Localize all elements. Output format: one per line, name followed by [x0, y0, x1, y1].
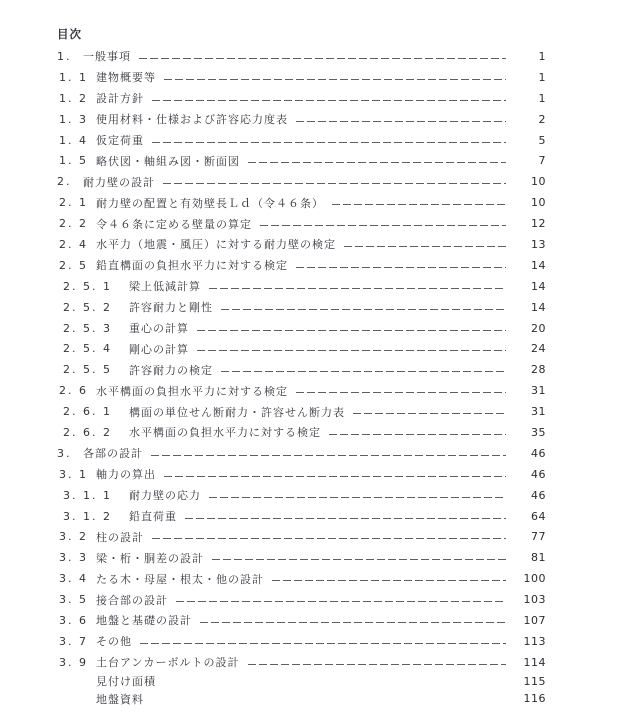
toc-entry-title: 耐力壁の設計 [83, 175, 155, 189]
toc-entry-title: 土台アンカーボルトの設計 [96, 656, 240, 670]
toc-entry-title: 令４６条に定める壁量の算定 [96, 217, 252, 231]
toc-entry [57, 673, 546, 691]
toc-page-number: 20 [531, 321, 546, 335]
toc-entry-number: 2. 6. 1 [63, 405, 112, 419]
toc-leader-line [344, 246, 506, 247]
toc-page-number: 7 [538, 154, 546, 168]
toc-entry-number: 2. 5. 2 [63, 300, 112, 314]
toc-page-number: 31 [531, 384, 546, 398]
toc-leader-line [176, 601, 506, 602]
toc-entry [57, 150, 546, 171]
toc-entry [57, 192, 546, 213]
toc-leader-line [185, 518, 506, 519]
toc-entry-number: 3. 9 [59, 655, 88, 669]
toc-page-number: 107 [523, 613, 546, 627]
toc-entry-number: 2. 5. 4 [63, 342, 112, 356]
toc-page-number: 115 [523, 674, 546, 688]
toc-page-number: 14 [531, 258, 546, 272]
toc-entry-number: 1. 4 [59, 133, 88, 147]
toc-entry-number: 2. 4 [59, 237, 88, 251]
toc-page-number: 46 [531, 488, 546, 502]
toc-leader-line [163, 183, 506, 184]
toc-page-number: 103 [523, 593, 546, 607]
toc-entry [57, 568, 546, 589]
toc-page-number: 13 [531, 237, 546, 251]
toc-entry-number: 2. 5. 3 [63, 321, 112, 335]
toc-entry-title: 柱の設計 [96, 530, 144, 544]
toc-leader-line [221, 371, 506, 372]
toc-leader-line [152, 142, 506, 143]
toc-entry-number: 3. 7 [59, 634, 88, 648]
toc-page-number: 46 [531, 467, 546, 481]
toc-page-number: 10 [531, 196, 546, 210]
toc-entry-title: 軸力の算出 [96, 468, 156, 482]
toc-entry-title: 許容耐力と剛性 [129, 301, 213, 315]
toc-entry-number: 2. [57, 175, 72, 189]
toc-entry-number: 1. [57, 49, 72, 63]
toc-entry-title: 一般事項 [83, 50, 131, 64]
toc-entry-number: 2. 1 [59, 196, 88, 210]
toc-page-number: 46 [531, 446, 546, 460]
toc-entry [57, 526, 546, 547]
toc-entry-title: 梁上低減計算 [129, 280, 201, 294]
toc-leader-line [260, 225, 506, 226]
toc-entry-number: 3. 6 [59, 613, 88, 627]
toc-entry [57, 690, 546, 708]
toc-entry-number: 1. 1 [59, 70, 88, 84]
toc-entry-title: 略伏図・軸組み図・断面図 [96, 154, 240, 168]
toc-leader-line [332, 204, 506, 205]
toc-entry-title: 水平力（地震・風圧）に対する耐力壁の検定 [96, 238, 336, 252]
toc-page-number: 2 [538, 112, 546, 126]
toc-leader-line [164, 476, 506, 477]
toc-entry-number: 1. 2 [59, 91, 88, 105]
toc-entry [57, 130, 546, 151]
toc-page-number: 1 [538, 91, 546, 105]
toc-leader-line [296, 121, 506, 122]
toc-entry-number: 1. 3 [59, 112, 88, 126]
toc-list [57, 46, 546, 708]
toc-entry-title: 接合部の設計 [96, 593, 168, 607]
toc-leader-line [140, 643, 506, 644]
toc-entry-title: その他 [96, 635, 132, 649]
toc-leader-line [353, 413, 506, 414]
toc-entry-title: 許容耐力の検定 [129, 363, 213, 377]
toc-leader-line [209, 497, 506, 498]
toc-page-number: 1 [538, 49, 546, 63]
toc-entry [57, 380, 546, 401]
toc-entry-title: 仮定荷重 [96, 134, 144, 147]
toc-entry [57, 359, 546, 380]
toc-leader-line [139, 58, 506, 59]
toc-entry [57, 338, 546, 359]
toc-entry-number: 2. 6. 2 [63, 425, 112, 439]
toc-entry-number: 2. 5. 5 [63, 363, 112, 377]
toc-leader-line [248, 664, 506, 665]
toc-page-number: 64 [531, 509, 546, 523]
toc-entry-number: 3. 2 [59, 530, 88, 544]
toc-entry-number: 2. 5 [59, 258, 88, 272]
toc-leader-line [248, 162, 506, 163]
toc-entry-number: 3. 3 [59, 551, 88, 565]
toc-entry [57, 276, 546, 297]
toc-entry [57, 88, 546, 109]
toc-leader-line [329, 434, 506, 435]
toc-page-number: 1 [538, 70, 546, 84]
page-title: 目次 [57, 27, 82, 41]
toc-entry-title: 鉛直荷重 [129, 510, 177, 524]
toc-entry [57, 67, 546, 88]
toc-entry [57, 234, 546, 255]
toc-entry-number: 3. 5 [59, 593, 88, 607]
toc-entry-title: 水平構面の負担水平力に対する検定 [129, 426, 321, 440]
toc-entry [57, 610, 546, 631]
toc-entry-title: 鉛直構面の負担水平力に対する検定 [96, 259, 288, 273]
toc-leader-line [151, 455, 506, 456]
toc-entry [57, 297, 546, 318]
toc-page-number: 14 [531, 300, 546, 314]
toc-page-number: 24 [531, 342, 546, 356]
toc-page-number: 28 [531, 363, 546, 377]
toc-leader-line [152, 538, 506, 539]
toc-entry-number: 3. 4 [59, 572, 88, 586]
toc-entry [57, 443, 546, 464]
toc-entry [57, 171, 546, 192]
toc-entry-title: たる木・母屋・根太・他の設計 [96, 572, 264, 586]
toc-entry [57, 485, 546, 506]
toc-page-number: 5 [538, 133, 546, 147]
toc-leader-line [152, 100, 506, 101]
toc-page-number: 113 [523, 634, 546, 648]
toc-entry-title: 重心の計算 [129, 322, 189, 336]
toc-entry [57, 109, 546, 130]
toc-page-number: 100 [523, 572, 546, 586]
toc-entry [57, 464, 546, 485]
toc-entry-title: 地盤と基礎の設計 [96, 614, 192, 628]
toc-entry-number: 2. 6 [59, 384, 88, 398]
toc-entry [57, 547, 546, 568]
toc-entry-title: 剛心の計算 [129, 342, 189, 356]
toc-page-number: 114 [523, 655, 546, 669]
toc-leader-line [209, 288, 506, 289]
toc-entry-title: 耐力壁の配置と有効壁長Ｌｄ（令４６条） [96, 196, 324, 210]
toc-entry [57, 422, 546, 443]
toc-entry [57, 401, 546, 422]
toc-entry [57, 631, 546, 652]
toc-leader-line [197, 330, 506, 331]
toc-leader-line [296, 267, 506, 268]
toc-page-number: 10 [531, 175, 546, 189]
toc-entry-title: 地盤資料 [96, 692, 144, 706]
toc-entry [57, 46, 546, 67]
toc-leader-line [197, 350, 506, 351]
toc-leader-line [221, 309, 506, 310]
toc-leader-line [212, 559, 506, 560]
toc-page-number: 81 [531, 551, 546, 565]
toc-entry [57, 318, 546, 339]
toc-entry-title: 設計方針 [96, 92, 144, 106]
toc-page-number: 77 [531, 530, 546, 544]
toc-page-number: 116 [523, 692, 546, 706]
toc-entry-title: 使用材料・仕様および許容応力度表 [96, 113, 288, 127]
toc-page-number: 14 [531, 279, 546, 293]
toc-entry [57, 255, 546, 276]
toc-entry-title: 各部の設計 [83, 447, 143, 461]
toc-entry-title: 建物概要等 [96, 71, 156, 85]
toc-entry-number: 3. 1. 1 [63, 488, 112, 502]
toc-leader-line [272, 580, 506, 581]
toc-entry [57, 506, 546, 527]
toc-page-number: 31 [531, 405, 546, 419]
toc-page-number: 35 [531, 425, 546, 439]
toc-entry-title: 水平構面の負担水平力に対する検定 [96, 384, 288, 398]
toc-entry-number: 3. 1. 2 [63, 509, 112, 523]
toc-entry-title: 梁・桁・胴差の設計 [96, 551, 204, 565]
toc-entry-title: 見付け面積 [96, 675, 156, 689]
toc-entry-title: 耐力壁の応力 [129, 489, 201, 503]
toc-leader-line [296, 392, 506, 393]
toc-entry [57, 213, 546, 234]
toc-page-number: 12 [531, 217, 546, 231]
toc-leader-line [164, 79, 506, 80]
toc-entry-number: 2. 2 [59, 217, 88, 231]
toc-entry-number: 1. 5 [59, 154, 88, 168]
toc-entry [57, 589, 546, 610]
toc-entry-number: 3. 1 [59, 467, 88, 481]
toc-leader-line [200, 622, 506, 623]
toc-entry-title: 構面の単位せん断耐力・許容せん断力表 [129, 405, 345, 419]
toc-entry-number: 3. [57, 446, 72, 460]
toc-entry-number: 2. 5. 1 [63, 279, 112, 293]
toc-entry [57, 652, 546, 673]
